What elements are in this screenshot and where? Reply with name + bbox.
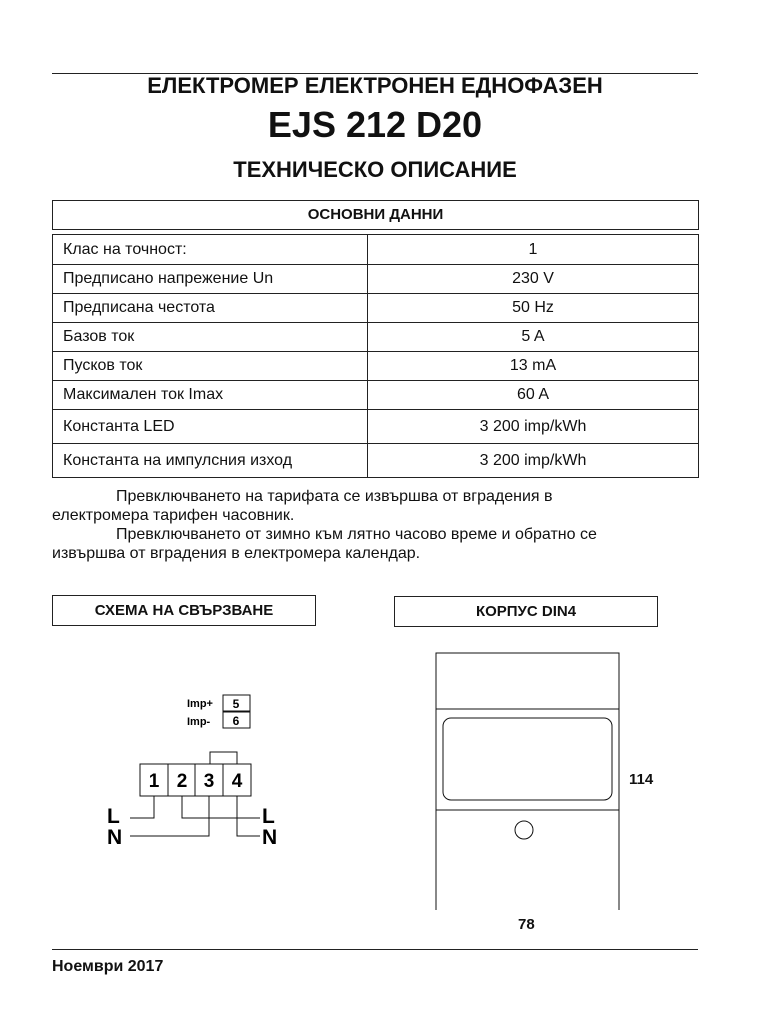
note-dst-line2: извършва от вградения в електромера календар. [52,545,421,562]
spec-label: Базов ток [53,323,368,352]
right-L-label: L [262,805,275,828]
display-window [443,718,612,800]
table-row [53,381,699,410]
specs-heading-box [52,200,699,230]
bottom-rule [52,949,698,950]
housing-drawing [430,650,620,910]
table-row [53,294,699,323]
document-title: ЕЛЕКТРОМЕР ЕЛЕКТРОНЕН ЕДНОФАЗЕН [147,73,603,98]
wire-L-in [130,796,154,818]
spec-value: 60 A [368,381,699,410]
spec-label: Предписано напрежение Un [53,265,368,294]
specs-heading: ОСНОВНИ ДАННИ [307,206,444,223]
wiring-heading-box [52,595,316,626]
spec-label: Константа LED [53,410,368,444]
terminal-2-label: 2 [176,771,188,792]
spec-value: 3 200 imp/kWh [368,444,699,478]
wire-N-out [237,796,260,836]
housing-heading-box [394,596,658,627]
terminal-1-label: 1 [148,771,160,792]
note-dst [52,525,712,563]
note-tariff-line1: Превключването на тарифата се извършва от вградения в [116,488,553,505]
spec-value: 50 Hz [368,294,699,323]
housing-heading: КОРПУС DIN4 [475,603,577,620]
terminal-6-label: 6 [232,714,240,728]
wiring-heading: СХЕМА НА СВЪРЗВАНЕ [94,602,274,619]
spec-value: 230 V [368,265,699,294]
model-number: EJS 212 D20 [267,104,483,145]
imp-minus-label: Imp- [187,716,211,728]
right-N-label: N [262,826,278,849]
spec-value: 5 A [368,323,699,352]
terminal-3-label: 3 [203,771,215,792]
spec-label: Константа на импулсния изход [53,444,368,478]
led-indicator [515,821,533,839]
note-tariff-line2: електромера тарифен часовник. [52,507,295,524]
document-subtitle: ТЕХНИЧЕСКО ОПИСАНИЕ [233,157,517,182]
wire-L-out [182,796,260,818]
spec-label: Максимален ток Imax [53,381,368,410]
specs-table [52,234,699,478]
note-dst-line1: Превключването от зимно към лятно часово време и обратно се [116,526,597,543]
table-row [53,265,699,294]
table-row [53,444,699,478]
left-N-label: N [107,826,123,849]
imp-plus-label: Imp+ [187,698,213,710]
left-L-label: L [107,805,120,828]
table-row [53,235,699,265]
wire-N-in [130,796,209,836]
spec-value: 13 mA [368,352,699,381]
jumper-3-4 [210,752,237,764]
footer-date: Ноември 2017 [52,958,164,975]
terminal-4-label: 4 [231,771,243,792]
housing-outline [436,653,619,910]
spec-label: Пусков ток [53,352,368,381]
spec-label: Клас на точност: [53,235,368,265]
wiring-diagram [100,690,360,860]
housing-width-dimension: 78 [518,916,535,933]
terminal-5-label: 5 [232,697,240,711]
table-row [53,410,699,444]
note-tariff [52,487,712,525]
spec-label: Предписана честота [53,294,368,323]
housing-height-dimension: 114 [629,771,654,788]
spec-value: 3 200 imp/kWh [368,410,699,444]
table-row [53,323,699,352]
table-row [53,352,699,381]
spec-value: 1 [368,235,699,265]
